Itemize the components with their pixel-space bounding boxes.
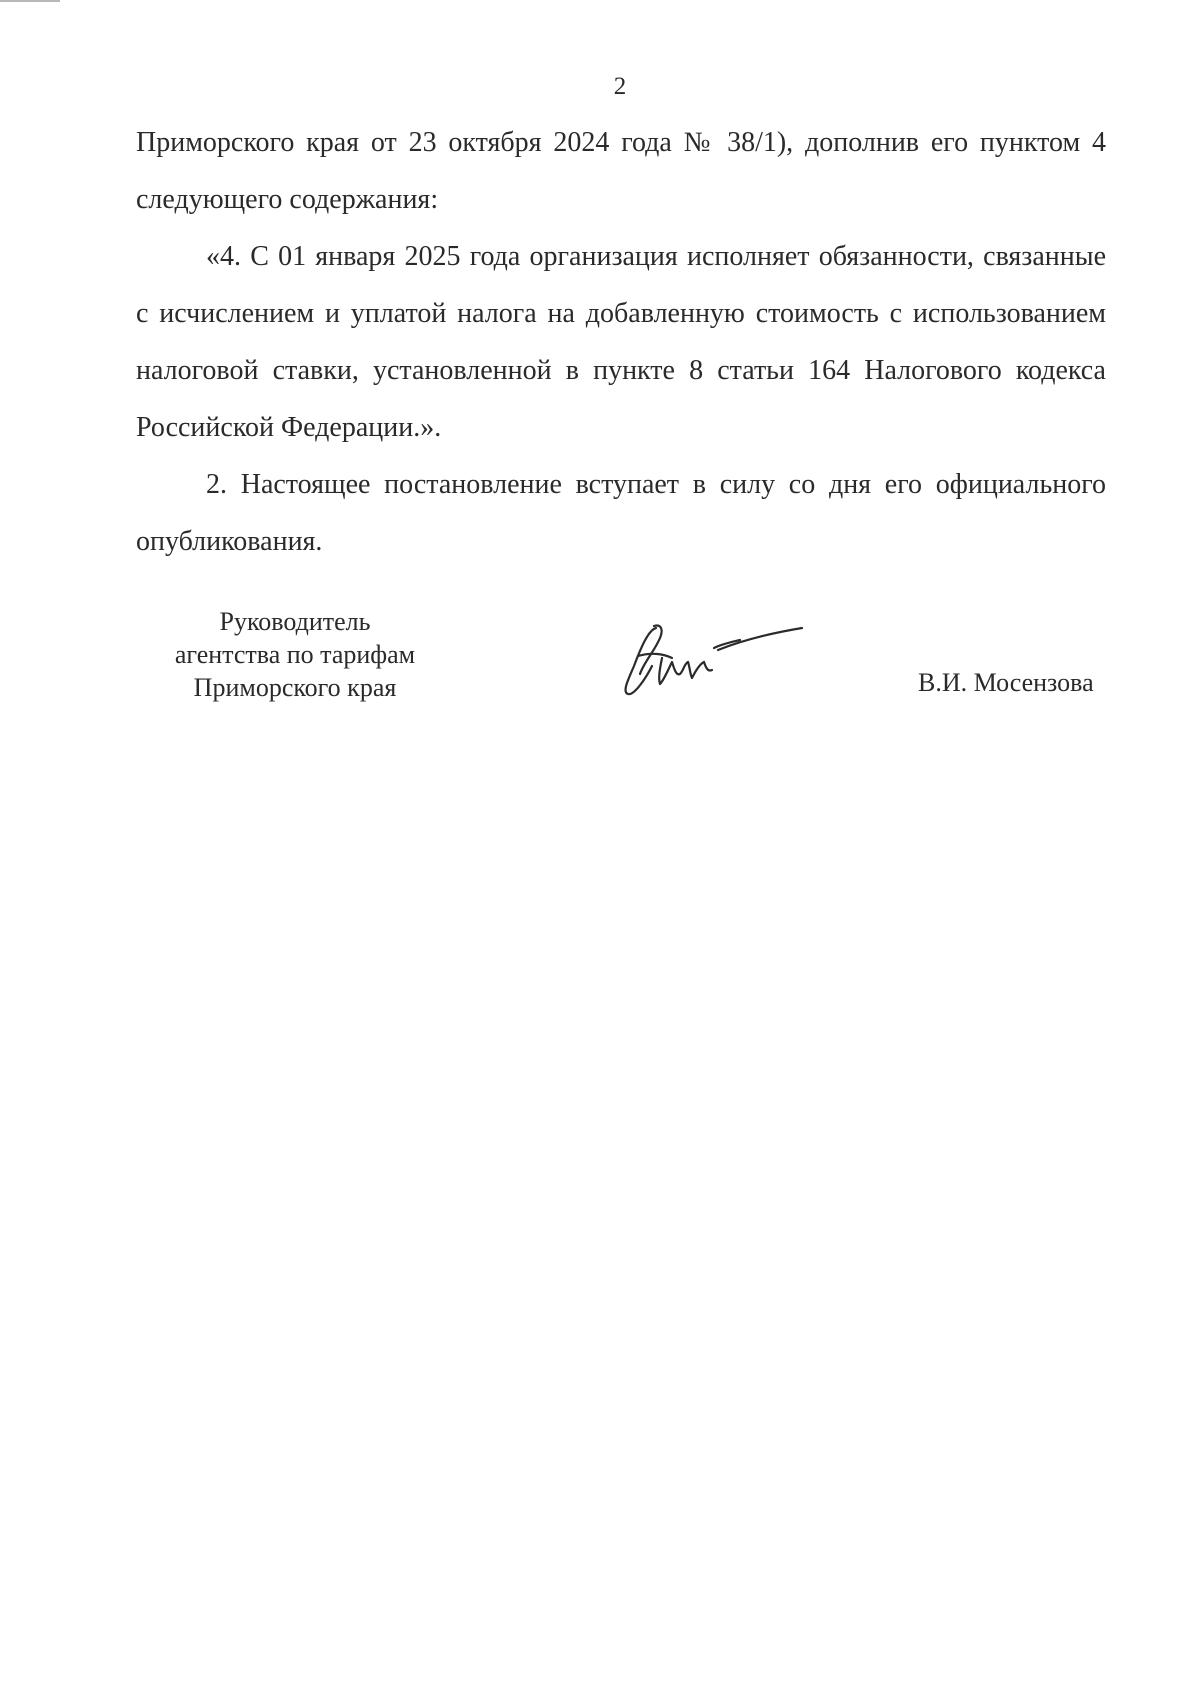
paragraph-1-line-2: следующего содержания:: [136, 184, 439, 215]
paragraph-3-line-2: опубликования.: [136, 526, 323, 557]
paragraph-2-line-2: с исчислением и уплатой налога на добавленную стоимость с использованием: [136, 298, 1106, 329]
paragraph-2-line-1: «4. С 01 января 2025 года организация исполняет обязанности, связанные: [206, 241, 1106, 272]
signer-position-line-2: агентства по тарифам: [174, 640, 416, 669]
paragraph-3-line-1: 2. Настоящее постановление вступает в силу со дня его официального: [206, 469, 1106, 500]
signer-position-line-3: Приморского края: [193, 673, 397, 702]
signer-name: В.И. Мосензова: [918, 668, 1094, 697]
scan-edge-mark: [0, 0, 60, 2]
signer-position-line-1: Руководитель: [219, 607, 371, 636]
paragraph-2-line-3: налоговой ставки, установленной в пункте 8 статьи 164 Налогового кодекса: [136, 355, 1106, 386]
document-body: [136, 114, 1106, 570]
page-number: 2: [613, 73, 627, 100]
handwritten-signature: [618, 622, 808, 702]
paragraph-1-line-1: Приморского края от 23 октября 2024 года № 38/1), дополнив его пунктом 4: [136, 127, 1106, 158]
signer-position: [140, 605, 450, 704]
paragraph-2-line-4: Российской Федерации.».: [136, 412, 442, 443]
